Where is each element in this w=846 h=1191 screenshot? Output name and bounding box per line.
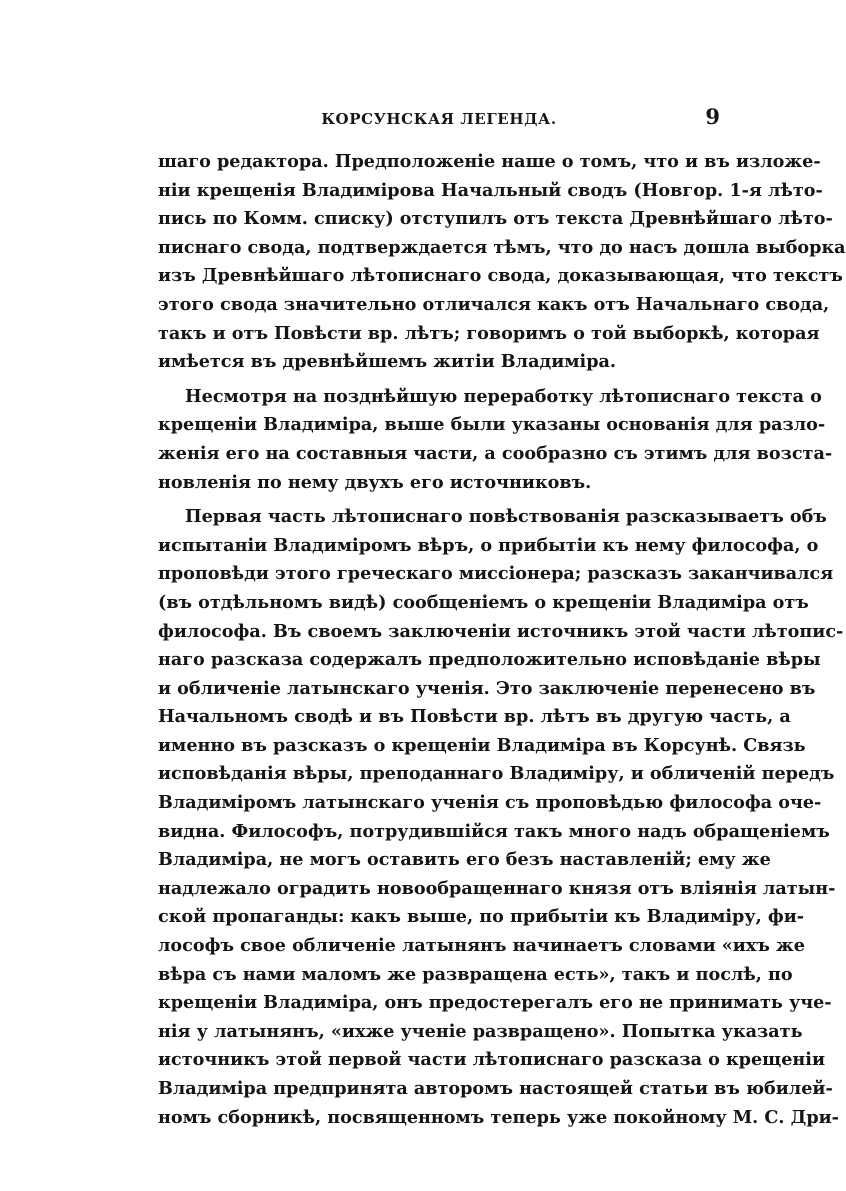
text-line: вѣра съ нами маломъ же развращена есть», такъ и послѣ, по: [158, 963, 793, 985]
text-line: крещеніи Владиміра, выше были указаны основанія для разло-: [158, 414, 826, 436]
text-line: женія его на составныя части, а сообразно съ этимъ для возста-: [158, 442, 833, 464]
text-line: надлежало оградить новообращеннаго князя отъ вліянія латын-: [158, 877, 836, 899]
running-title: КОРСУНСКАЯ ЛЕГЕНДА.: [321, 110, 557, 128]
text-line: шаго редактора. Предположеніе наше о томъ, что и въ изложе-: [158, 151, 821, 172]
text-line: проповѣди этого греческаго миссіонера; разсказъ заканчивался: [158, 563, 834, 585]
text-line: видна. Философъ, потрудившійся такъ много надъ обращеніемъ: [158, 820, 830, 842]
text-line: такъ и отъ Повѣсти вр. лѣтъ; говоримъ о той выборкѣ, которая: [158, 322, 820, 344]
text-line: Начальномъ сводѣ и въ Повѣсти вр. лѣтъ въ другую часть, а: [158, 706, 791, 728]
text-line: крещеніи Владиміра, онъ предостерегалъ его не принимать уче-: [158, 992, 832, 1014]
text-line: наго разсказа содержалъ предположительно исповѣданіе вѣры: [158, 649, 821, 671]
text-line: испытаніи Владиміромъ вѣръ, о прибытіи къ нему философа, о: [158, 534, 819, 556]
text-line: философа. Въ своемъ заключеніи источникъ этой части лѣтопис-: [158, 620, 844, 642]
text-line: ской пропаганды: какъ выше, по прибытіи къ Владиміру, фи-: [158, 906, 805, 928]
running-head: [158, 104, 720, 134]
text-line: Несмотря на позднѣйшую переработку лѣтописнаго текста о: [185, 385, 822, 407]
text-line: этого свода значительно отличался какъ отъ Начальнаго свода,: [158, 293, 830, 315]
text-line: и обличеніе латынскаго ученія. Это заключеніе перенесено въ: [158, 677, 816, 699]
text-line: Владиміра предпринята авторомъ настоящей статьи въ юбилей-: [158, 1078, 833, 1099]
text-line: пись по Комм. списку) отступилъ отъ текста Древнѣйшаго лѣто-: [158, 208, 833, 230]
text-line: имѣется въ древнѣйшемъ житіи Владиміра.: [158, 351, 617, 373]
text-line: Первая часть лѣтописнаго повѣствованія разсказываетъ объ: [185, 506, 827, 528]
paragraph: [158, 503, 844, 1132]
text-line: новленія по нему двухъ его источниковъ.: [158, 471, 592, 493]
page-number: 9: [705, 104, 720, 129]
text-line: писнаго свода, подтверждается тѣмъ, что до насъ дошла выборка: [158, 236, 846, 258]
text-line: источникъ этой первой части лѣтописнаго разсказа о крещеніи: [158, 1049, 825, 1071]
text-line: (въ отдѣльномъ видѣ) сообщеніемъ о крещеніи Владиміра отъ: [158, 591, 809, 613]
body-text: [158, 148, 846, 1132]
text-line: изъ Древнѣйшаго лѣтописнаго свода, доказывающая, что текстъ: [158, 265, 843, 287]
text-line: номъ сборникѣ, посвященномъ теперь уже покойному М. С. Дри-: [158, 1106, 839, 1128]
text-line: лософъ свое обличеніе латынянъ начинаетъ словами «ихъ же: [158, 935, 805, 957]
text-line: ніи крещенія Владимірова Начальный сводъ (Новгор. 1-я лѣто-: [158, 179, 823, 201]
text-line: Владиміромъ латынскаго ученія съ проповѣдью философа оче-: [158, 792, 822, 814]
text-line: нія у латынянъ, «ихже ученіе развращено». Попытка указать: [158, 1020, 803, 1042]
text-line: Владиміра, не могъ оставить его безъ наставленій; ему же: [158, 849, 771, 871]
paragraph: [158, 148, 846, 377]
text-line: исповѣданія вѣры, преподаннаго Владиміру, и обличеній передъ: [158, 763, 835, 785]
paragraph: [158, 383, 833, 497]
text-line: именно въ разсказъ о крещеніи Владиміра въ Корсунѣ. Связь: [158, 734, 806, 756]
